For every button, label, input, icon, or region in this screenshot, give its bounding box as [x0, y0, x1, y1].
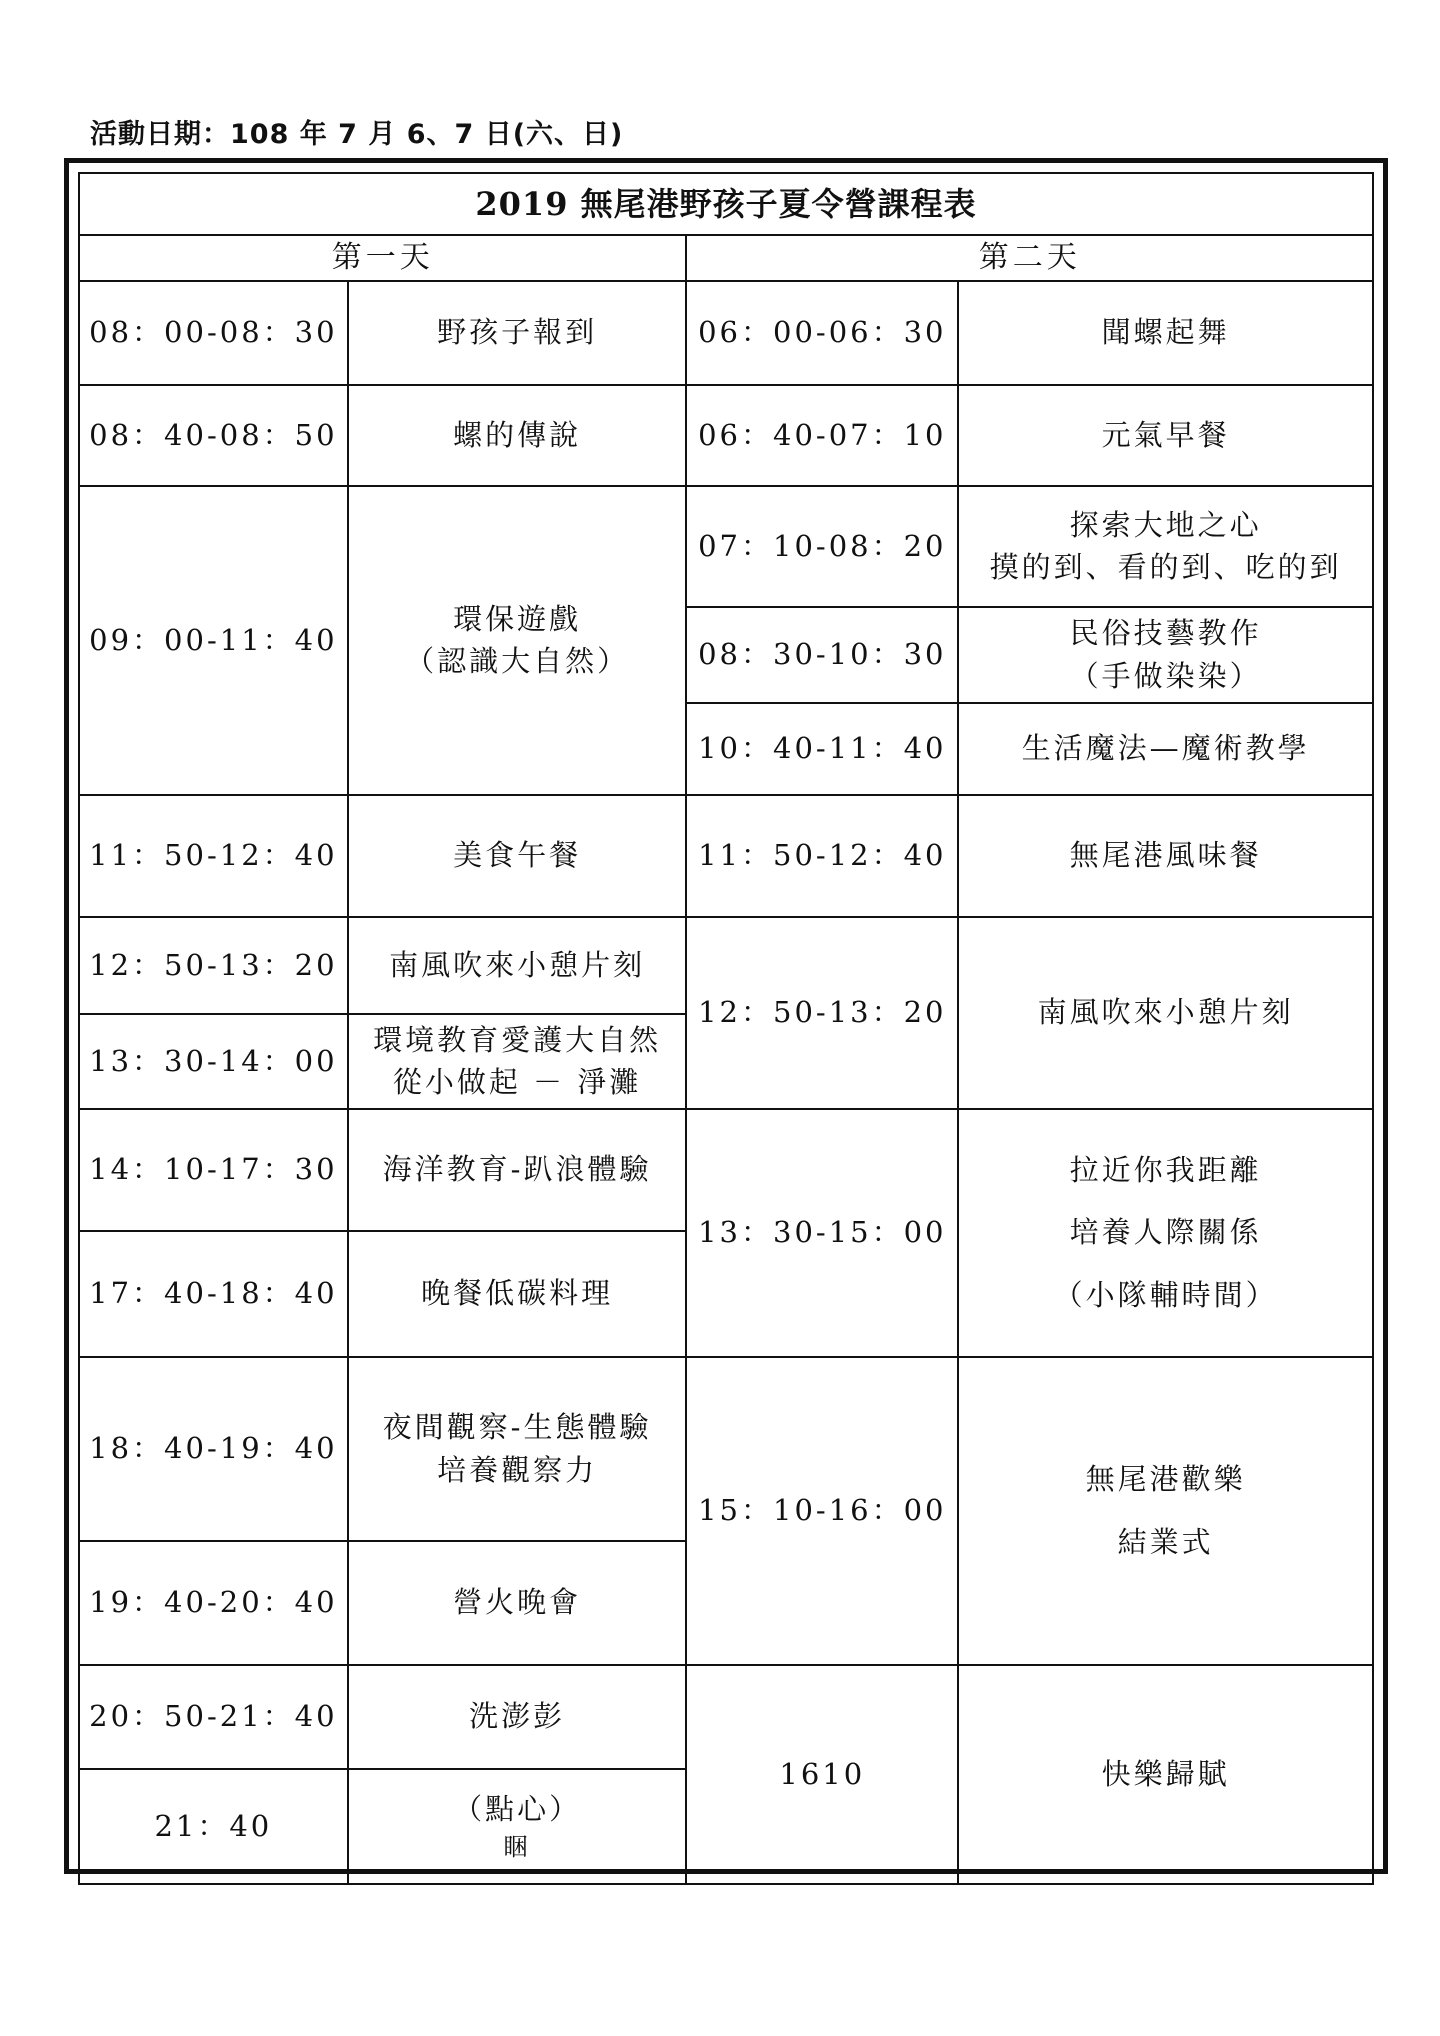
day2-activity-cell: 快樂歸賦	[958, 1665, 1373, 1884]
activity-line: 民俗技藝教作	[1069, 616, 1262, 651]
day2-time-cell: 12：50-13：20	[686, 917, 958, 1109]
day2-time-cell: 13：30-15：00	[686, 1109, 958, 1357]
day1-time-cell: 21：40	[79, 1769, 348, 1884]
day1-time-cell: 13：30-14：00	[79, 1014, 348, 1109]
day1-activity-cell	[348, 1769, 687, 1884]
table-row	[79, 486, 1373, 607]
day1-activity-cell: 洗澎彭	[348, 1665, 687, 1769]
activity-date: 活動日期：108 年 7 月 6、7 日(六、日)	[90, 119, 624, 150]
table-row	[79, 1665, 1373, 1769]
day2-time-cell: 06：40-07：10	[686, 385, 958, 486]
day1-time-cell: 09：00-11：40	[79, 486, 348, 795]
schedule-frame	[64, 158, 1388, 1874]
activity-line: （點心）	[453, 1791, 582, 1826]
activity-line: （認識大自然）	[405, 644, 630, 678]
day2-time-cell: 08：30-10：30	[686, 607, 958, 703]
day2-activity-cell	[958, 1357, 1373, 1665]
schedule-table	[78, 172, 1374, 1885]
day1-time-cell: 08：00-08：30	[79, 281, 348, 385]
table-row	[79, 1109, 1373, 1231]
day1-time-cell: 12：50-13：20	[79, 917, 348, 1014]
day2-activity-cell: 無尾港風味餐	[958, 795, 1373, 917]
activity-line: 培養人際關係	[1069, 1215, 1262, 1250]
activity-line: 環境教育愛護大自然	[373, 1022, 662, 1057]
day1-activity-cell: 野孩子報到	[348, 281, 687, 385]
activity-line: 從小做起 － 淨灘	[392, 1065, 642, 1099]
activity-line: 睏	[503, 1832, 531, 1861]
activity-line: 無尾港歡樂	[1085, 1462, 1246, 1497]
day1-time-cell: 18：40-19：40	[79, 1357, 348, 1541]
day1-activity-cell: 晚餐低碳料理	[348, 1231, 687, 1357]
activity-line: 拉近你我距離	[1069, 1153, 1262, 1188]
day2-activity-cell	[958, 1109, 1373, 1357]
day1-activity-cell	[348, 1357, 687, 1541]
table-row	[79, 917, 1373, 1014]
day2-time-cell: 1610	[686, 1665, 958, 1884]
day1-time-cell: 08：40-08：50	[79, 385, 348, 486]
schedule-title: 2019 無尾港野孩子夏令營課程表	[79, 173, 1373, 235]
day1-time-cell: 20：50-21：40	[79, 1665, 348, 1769]
activity-line: 摸的到、看的到、吃的到	[989, 550, 1342, 584]
activity-line: （手做染染）	[1069, 658, 1262, 693]
table-row	[79, 385, 1373, 486]
table-row	[79, 795, 1373, 917]
day2-time-cell: 15：10-16：00	[686, 1357, 958, 1665]
day2-time-cell: 11：50-12：40	[686, 795, 958, 917]
activity-line: 夜間觀察-生態體驗	[382, 1410, 652, 1445]
day2-activity-cell: 南風吹來小憩片刻	[958, 917, 1373, 1109]
day2-activity-cell: 聞螺起舞	[958, 281, 1373, 385]
activity-line: 結業式	[1117, 1524, 1214, 1559]
activity-line: （小隊輔時間）	[1053, 1277, 1278, 1312]
day1-activity-cell: 南風吹來小憩片刻	[348, 917, 687, 1014]
day2-activity-cell: 生活魔法—魔術教學	[958, 703, 1373, 795]
day2-activity-cell	[958, 607, 1373, 703]
day1-time-cell: 19：40-20：40	[79, 1541, 348, 1665]
day2-activity-cell: 元氣早餐	[958, 385, 1373, 486]
day1-time-cell: 17：40-18：40	[79, 1231, 348, 1357]
day1-activity-cell: 營火晚會	[348, 1541, 687, 1665]
activity-line: 探索大地之心	[1069, 507, 1262, 542]
day2-time-cell: 10：40-11：40	[686, 703, 958, 795]
day2-header: 第二天	[686, 235, 1373, 281]
table-row	[79, 281, 1373, 385]
day1-time-cell: 14：10-17：30	[79, 1109, 348, 1231]
activity-line: 環保遊戲	[453, 601, 582, 636]
day1-header: 第一天	[79, 235, 686, 281]
day1-activity-cell	[348, 486, 687, 795]
day1-activity-cell: 海洋教育-趴浪體驗	[348, 1109, 687, 1231]
day1-time-cell: 11：50-12：40	[79, 795, 348, 917]
day2-activity-cell	[958, 486, 1373, 607]
table-row	[79, 1357, 1373, 1541]
activity-line: 培養觀察力	[437, 1452, 598, 1487]
day2-time-cell: 07：10-08：20	[686, 486, 958, 607]
day2-time-cell: 06：00-06：30	[686, 281, 958, 385]
day1-activity-cell	[348, 1014, 687, 1109]
day1-activity-cell: 美食午餐	[348, 795, 687, 917]
day1-activity-cell: 螺的傳說	[348, 385, 687, 486]
